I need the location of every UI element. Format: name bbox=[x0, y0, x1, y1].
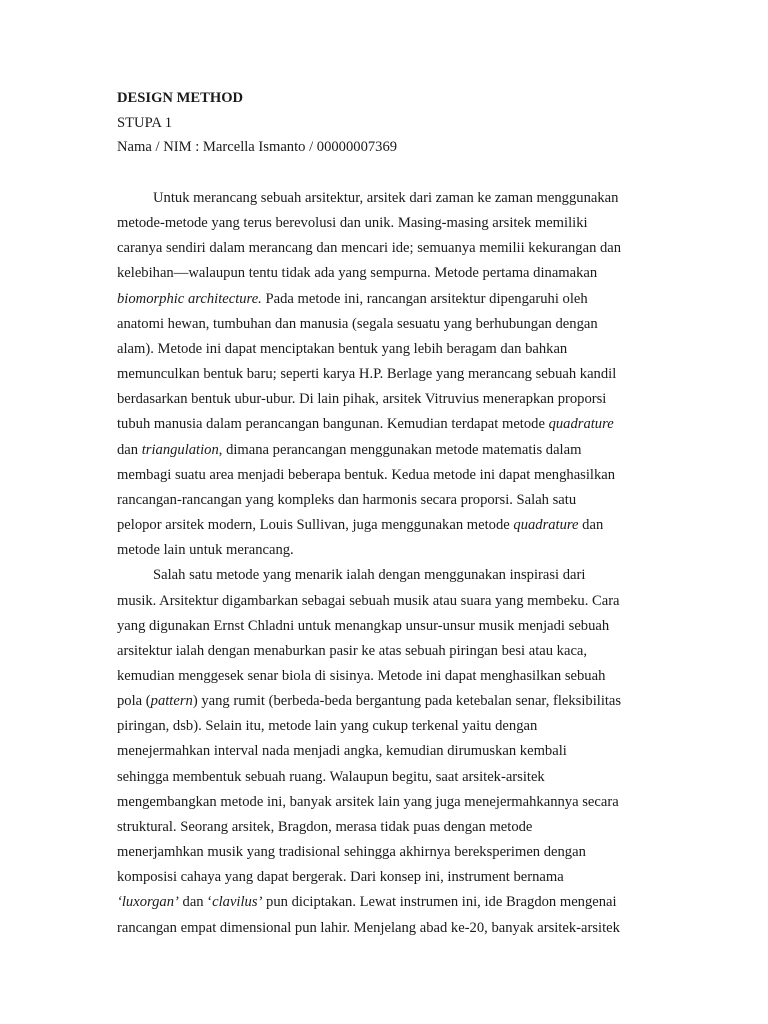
text-line bbox=[117, 463, 657, 488]
text-run: dan bbox=[578, 517, 604, 534]
text-run: arsitektur ialah dengan menaburkan pasir ke atas sebuah piringan besi atau kaca, bbox=[117, 642, 588, 659]
text-run: alam). Metode ini dapat menciptakan bentuk yang lebih beragam dan bahkan bbox=[117, 340, 568, 357]
text-line bbox=[117, 589, 657, 614]
text-line bbox=[117, 186, 657, 211]
text-line bbox=[117, 916, 657, 941]
text-run: sehingga membentuk sebuah ruang. Walaupun begitu, saat arsitek-arsitek bbox=[117, 768, 545, 785]
text-run: metode-metode yang terus berevolusi dan unik. Masing-masing arsitek memiliki bbox=[117, 215, 588, 232]
italic-term: clavilus’ bbox=[212, 894, 263, 911]
italic-term: quadrature bbox=[513, 517, 579, 534]
text-line bbox=[117, 739, 657, 764]
text-run: , dimana perancangan menggunakan metode matematis dalam bbox=[218, 441, 582, 458]
text-line bbox=[117, 513, 657, 538]
italic-term: ‘luxorgan’ bbox=[117, 894, 179, 911]
text-run: mengembangkan metode ini, banyak arsitek lain yang juga menejermahkannya secara bbox=[117, 793, 619, 810]
document-body bbox=[117, 186, 657, 941]
text-line bbox=[117, 337, 657, 362]
text-run: kemudian menggesek senar biola di sisinya. Metode ini dapat menghasilkan sebuah bbox=[117, 667, 606, 684]
text-line bbox=[117, 639, 657, 664]
text-run: dan bbox=[117, 441, 142, 458]
course-name: STUPA 1 bbox=[117, 114, 173, 131]
text-run: menerjamhkan musik yang tradisional sehingga akhirnya bereksperimen dengan bbox=[117, 844, 586, 861]
italic-term: quadrature bbox=[548, 416, 614, 433]
text-line bbox=[117, 840, 657, 865]
text-line bbox=[117, 865, 657, 890]
text-line bbox=[117, 714, 657, 739]
text-run: musik. Arsitektur digambarkan sebagai sebuah musik atau suara yang membeku. Cara bbox=[117, 592, 620, 609]
text-line bbox=[117, 614, 657, 639]
text-run: Untuk merancang sebuah arsitektur, arsitek dari zaman ke zaman menggunakan bbox=[153, 190, 619, 206]
text-run: kelebihan—walaupun tentu tidak ada yang sempurna. Metode pertama dinamakan bbox=[117, 265, 598, 282]
text-line bbox=[117, 488, 657, 513]
italic-term: biomorphic architecture. bbox=[117, 290, 262, 307]
text-line bbox=[117, 765, 657, 790]
text-run: Salah satu metode yang menarik ialah dengan menggunakan inspirasi dari bbox=[153, 567, 586, 584]
italic-term: pattern bbox=[150, 693, 193, 710]
text-run: rancangan-rancangan yang kompleks dan harmonis secara proporsi. Salah satu bbox=[117, 491, 577, 508]
text-line bbox=[117, 438, 657, 463]
text-run: metode lain untuk merancang. bbox=[117, 542, 294, 559]
text-run: berdasarkan bentuk ubur-ubur. Di lain pihak, arsitek Vitruvius menerapkan proporsi bbox=[117, 391, 607, 408]
text-run: memunculkan bentuk baru; seperti karya H.P. Berlage yang merancang sebuah kandil bbox=[117, 366, 617, 383]
text-run: piringan, dsb). Selain itu, metode lain yang cukup terkenal yaitu dengan bbox=[117, 718, 538, 735]
text-line bbox=[117, 362, 657, 387]
text-line bbox=[117, 261, 657, 286]
text-line bbox=[117, 211, 657, 236]
text-run: pelopor arsitek modern, Louis Sullivan, juga menggunakan metode bbox=[117, 517, 514, 534]
text-run: anatomi hewan, tumbuhan dan manusia (segala sesuatu yang berhubungan dengan bbox=[117, 315, 598, 332]
text-line bbox=[117, 387, 657, 412]
text-run: pola ( bbox=[117, 693, 151, 710]
text-run: komposisi cahaya yang dapat bergerak. Dari konsep ini, instrument bernama bbox=[117, 869, 564, 886]
text-line bbox=[117, 287, 657, 312]
text-line bbox=[117, 689, 657, 714]
text-line bbox=[117, 538, 657, 563]
text-line bbox=[117, 815, 657, 840]
student-info: Nama / NIM : Marcella Ismanto / 00000007369 bbox=[117, 139, 398, 155]
text-run: rancangan empat dimensional pun lahir. Menjelang abad ke-20, banyak arsitek-arsitek bbox=[117, 919, 620, 936]
paragraph bbox=[117, 186, 657, 563]
text-run: caranya sendiri dalam merancang dan mencari ide; semuanya memilii kekurangan dan bbox=[117, 240, 622, 257]
document-header bbox=[117, 86, 657, 160]
text-run: Pada metode ini, rancangan arsitektur dipengaruhi oleh bbox=[261, 290, 588, 307]
text-run: tubuh manusia dalam perancangan bangunan. Kemudian terdapat metode bbox=[117, 416, 549, 433]
text-run: dan ‘ bbox=[178, 894, 213, 911]
text-line bbox=[117, 412, 657, 437]
text-line bbox=[117, 312, 657, 337]
document-title: DESIGN METHOD bbox=[117, 90, 244, 106]
text-run: ) yang rumit (berbeda-beda bergantung pada ketebalan senar, fleksibilitas bbox=[192, 693, 622, 710]
paragraph bbox=[117, 563, 657, 940]
text-run: membagi suatu area menjadi beberapa bentuk. Kedua metode ini dapat menghasilkan bbox=[117, 466, 616, 483]
text-line bbox=[117, 890, 657, 915]
text-line bbox=[117, 563, 657, 588]
text-line bbox=[117, 664, 657, 689]
text-run: yang digunakan Ernst Chladni untuk menangkap unsur-unsur musik menjadi sebuah bbox=[117, 617, 610, 634]
text-line bbox=[117, 790, 657, 815]
italic-term: triangulation bbox=[141, 441, 219, 458]
text-run: struktural. Seorang arsitek, Bragdon, merasa tidak puas dengan metode bbox=[117, 818, 533, 835]
text-line bbox=[117, 236, 657, 261]
text-run: menejermahkan interval nada menjadi angka, kemudian dirumuskan kembali bbox=[117, 743, 567, 760]
text-run: pun diciptakan. Lewat instrumen ini, ide Bragdon mengenai bbox=[262, 894, 617, 911]
